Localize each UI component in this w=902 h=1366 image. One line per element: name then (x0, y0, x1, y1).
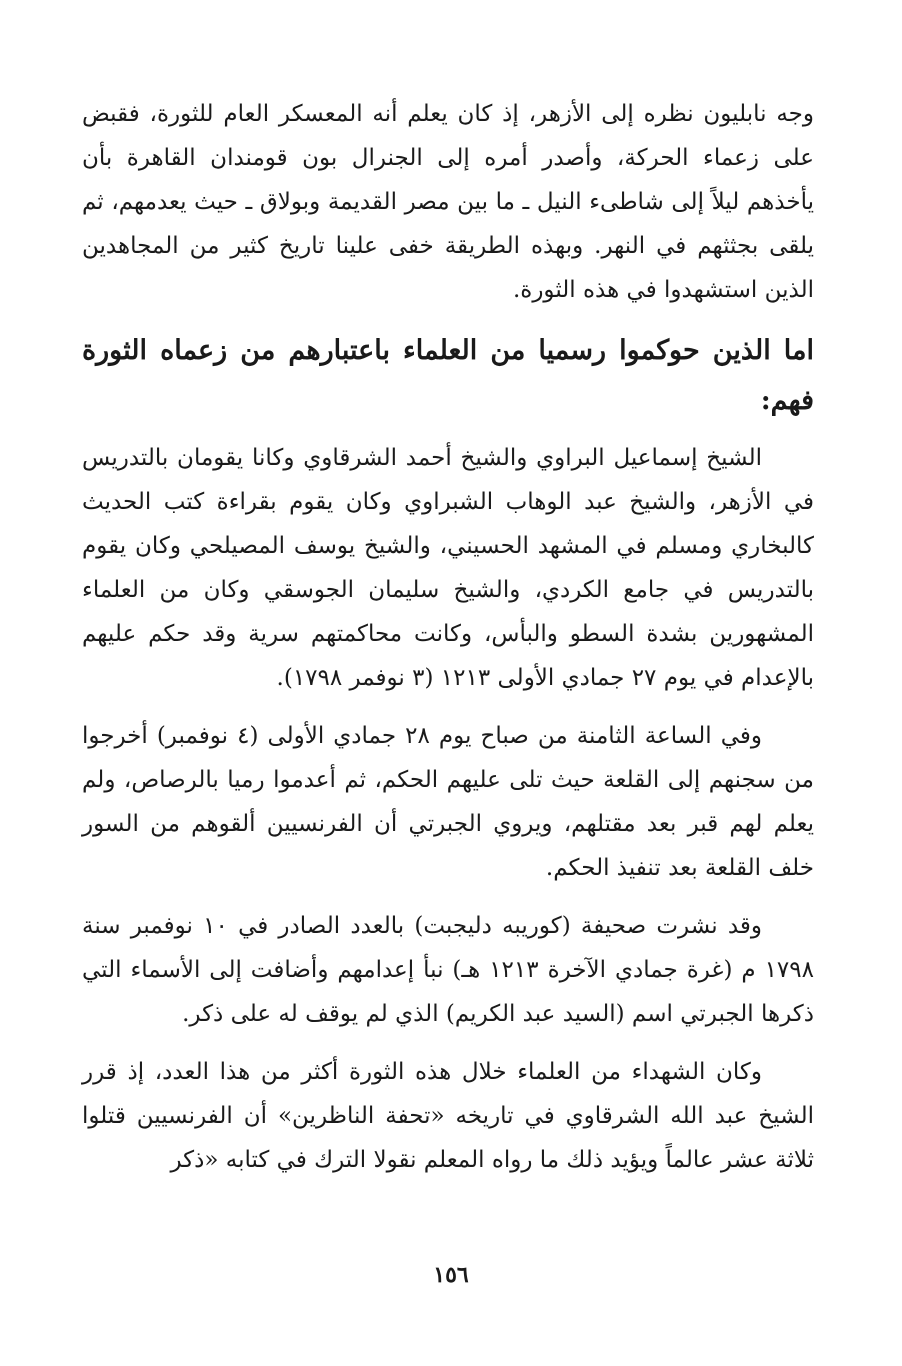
section-heading: اما الذين حوكموا رسميا من العلماء باعتبارهم من زعماه الثورة فهم: (82, 335, 814, 416)
paragraph-newspaper: وقد نشرت صحيفة (كوريبه دليجبت) بالعدد الصادر في ١٠ نوفمبر سنة ١٧٩٨ م (غرة جمادي الآخرة ١٢١٣ هـ) نبأ إعدامهم وأضافت إلى الأسماء التي ذكرها الجبرتي اسم (السيد عبد الكريم) الذي لم يوقف له على ذكر. (82, 913, 814, 1027)
page-body (82, 92, 814, 1196)
paragraph-execution: وفي الساعة الثامنة من صباح يوم ٢٨ جمادي الأولى (٤ نوفمبر) أخرجوا من سجنهم إلى القلعة حيث تلى عليهم الحكم، ثم أعدموا رميا بالرصاص، ولم يعلم لهم قبر بعد مقتلهم، ويروي الجبرتي أن الفرنسيين ألقوهم من السور خلف القلعة بعد تنفيذ الحكم. (82, 723, 814, 881)
paragraph-martyrs-count: وكان الشهداء من العلماء خلال هذه الثورة أكثر من هذا العدد، إذ قرر الشيخ عبد الله الشرقاوي في تاريخه «تحفة الناظرين» أن الفرنسيين قتلوا ثلاثة عشر عالماً ويؤيد ذلك ما رواه المعلم نقولا الترك في كتابه «ذكر (82, 1059, 814, 1173)
page-number: ١٥٦ (433, 1262, 469, 1288)
paragraph-sheikhs-list: الشيخ إسماعيل البراوي والشيخ أحمد الشرقاوي وكانا يقومان بالتدريس في الأزهر، والشيخ عبد الوهاب الشبراوي وكان يقوم بقراءة كتب الحديث كالبخاري ومسلم في المشهد الحسيني، والشيخ يوسف المصيلحي وكان يقوم بالتدريس في جامع الكردي، والشيخ سليمان الجوسقي وكان من العلماء المشهورين بشدة السطو والبأس، وكانت محاكمتهم سرية وقد حكم عليهم بالإعدام في يوم ٢٧ جمادي الأولى ١٢١٣ (٣ نوفمر ١٧٩٨). (82, 445, 814, 691)
paragraph-napoleon-azhar: وجه نابليون نظره إلى الأزهر، إذ كان يعلم أنه المعسكر العام للثورة، فقبض على زعماء الحركة، وأصدر أمره إلى الجنرال بون قومندان القاهرة بأن يأخذهم ليلاً إلى شاطىء النيل ـ ما بين مصر القديمة وبولاق ـ حيث يعدمهم، ثم يلقى بجثثهم في النهر. وبهذه الطريقة خفى علينا تاريخ كثير من المجاهدين الذين استشهدوا في هذه الثورة. (82, 101, 814, 303)
